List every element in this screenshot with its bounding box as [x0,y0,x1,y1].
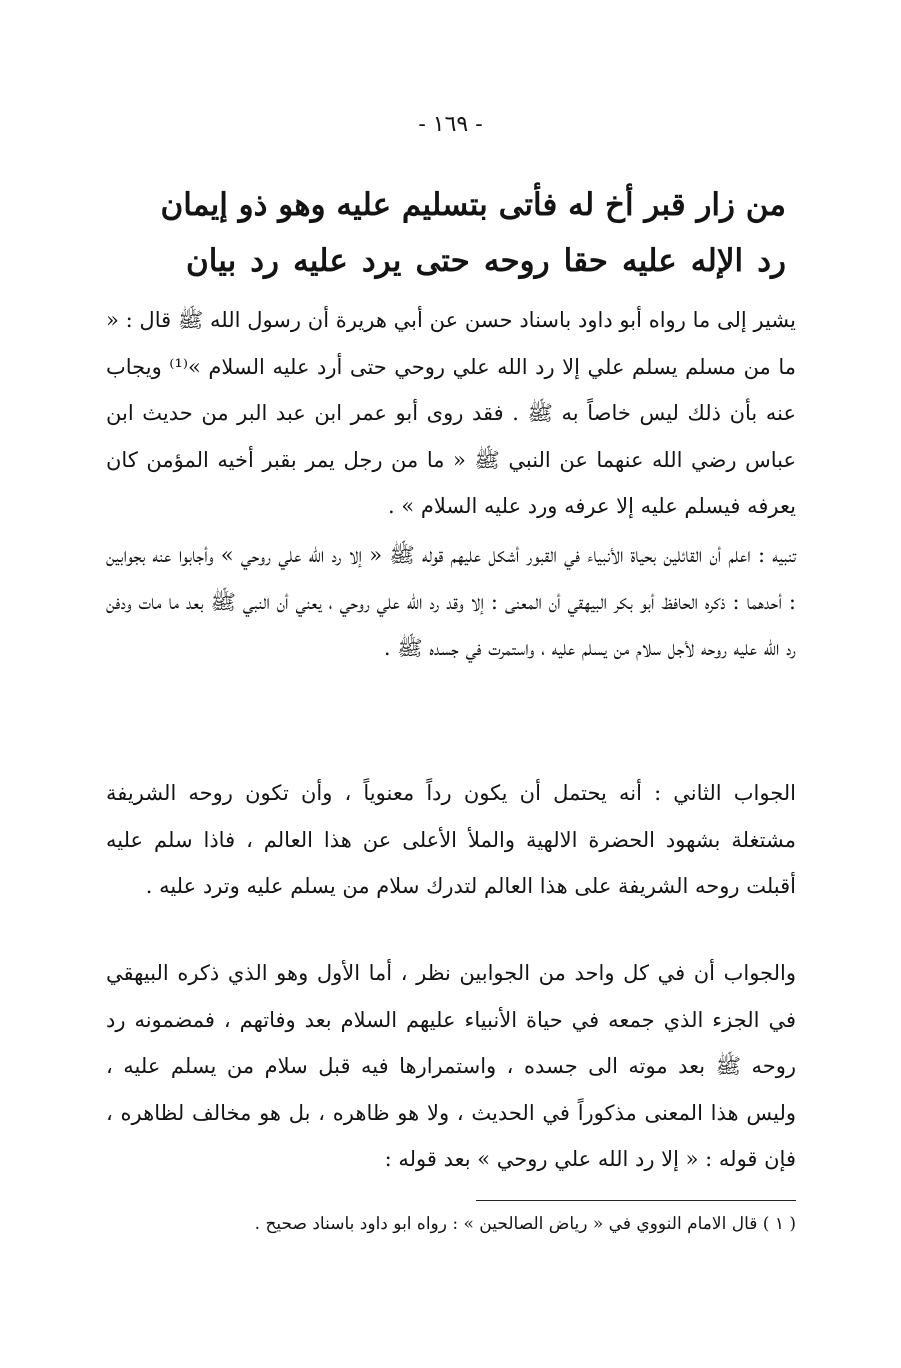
paragraph-text: يشير إلى ما رواه أبو داود باسناد حسن عن أبي هريرة أن رسول الله ﷺ قال : « ما من مسلم يسلم علي إلا رد الله علي روحي حتى أرد عليه السلام »⁽¹⁾ ويجاب عنه بأن ذلك ليس خاصاً به ﷺ . فقد روى أبو عمر ابن عبد البر من حديث ابن عباس رضي الله عنهما عن النبي ﷺ « ما من رجل يمر بقبر أخيه المؤمن كان يعرفه فيسلم عليه إلا عرفه ورد عليه السلام » . [106,308,796,518]
paragraph-notice [106,532,796,672]
poem-verse-2: رد الإله عليه حقا روحه حتى يرد عليه رد بيان [186,243,786,279]
paragraph-response [106,950,796,1183]
footnote: ( ١ ) قال الامام النووي في « رياض الصالحين » : رواه ابو داود باسناد صحيح . [254,1214,796,1234]
page-number: - ١٦٩ - [418,112,483,137]
paragraph-second-answer [106,770,796,910]
poem-verse-1: من زار قبر أخ له فأتى بتسليم عليه وهو ذو إيمان [160,187,786,223]
footnote-divider [476,1200,796,1201]
paragraph-text: تنبيه : اعلم أن القائلين بحياة الأنبياء في القبور أشكل عليهم قوله ﷺ « إلا رد الله علي روحي » وأجابوا عنه بجوابين : أحدهما : ذكره الحافظ أبو بكر البيهقي أن المعنى : إلا وقد رد الله علي روحي ، يعني أن النبي ﷺ بعد ما مات ودفن رد الله عليه روحه لأجل سلام من يسلم عليه ، واستمرت في جسده ﷺ . [106,543,796,660]
paragraph-hadith-narration [106,297,796,530]
paragraph-text: والجواب أن في كل واحد من الجوابين نظر ، أما الأول وهو الذي ذكره البيهقي في الجزء الذي جمعه في حياة الأنبياء عليهم السلام بعد وفاتهم ، فمضمونه رد روحه ﷺ بعد موته الى جسده ، واستمرارها فيه قبل سلام من يسلم عليه ، وليس هذا المعنى مذكوراً في الحديث ، ولا هو ظاهره ، بل هو مخالف لظاهره ، فإن قوله : « إلا رد الله علي روحي » بعد قوله : [106,961,796,1171]
paragraph-text: الجواب الثاني : أنه يحتمل أن يكون رداً معنوياً ، وأن تكون روحه الشريفة مشتغلة بشهود الحضرة الالهية والملأ الأعلى عن هذا العالم ، فاذا سلم عليه أقبلت روحه الشريفة على هذا العالم لتدرك سلام من يسلم عليه وترد عليه . [106,781,796,898]
